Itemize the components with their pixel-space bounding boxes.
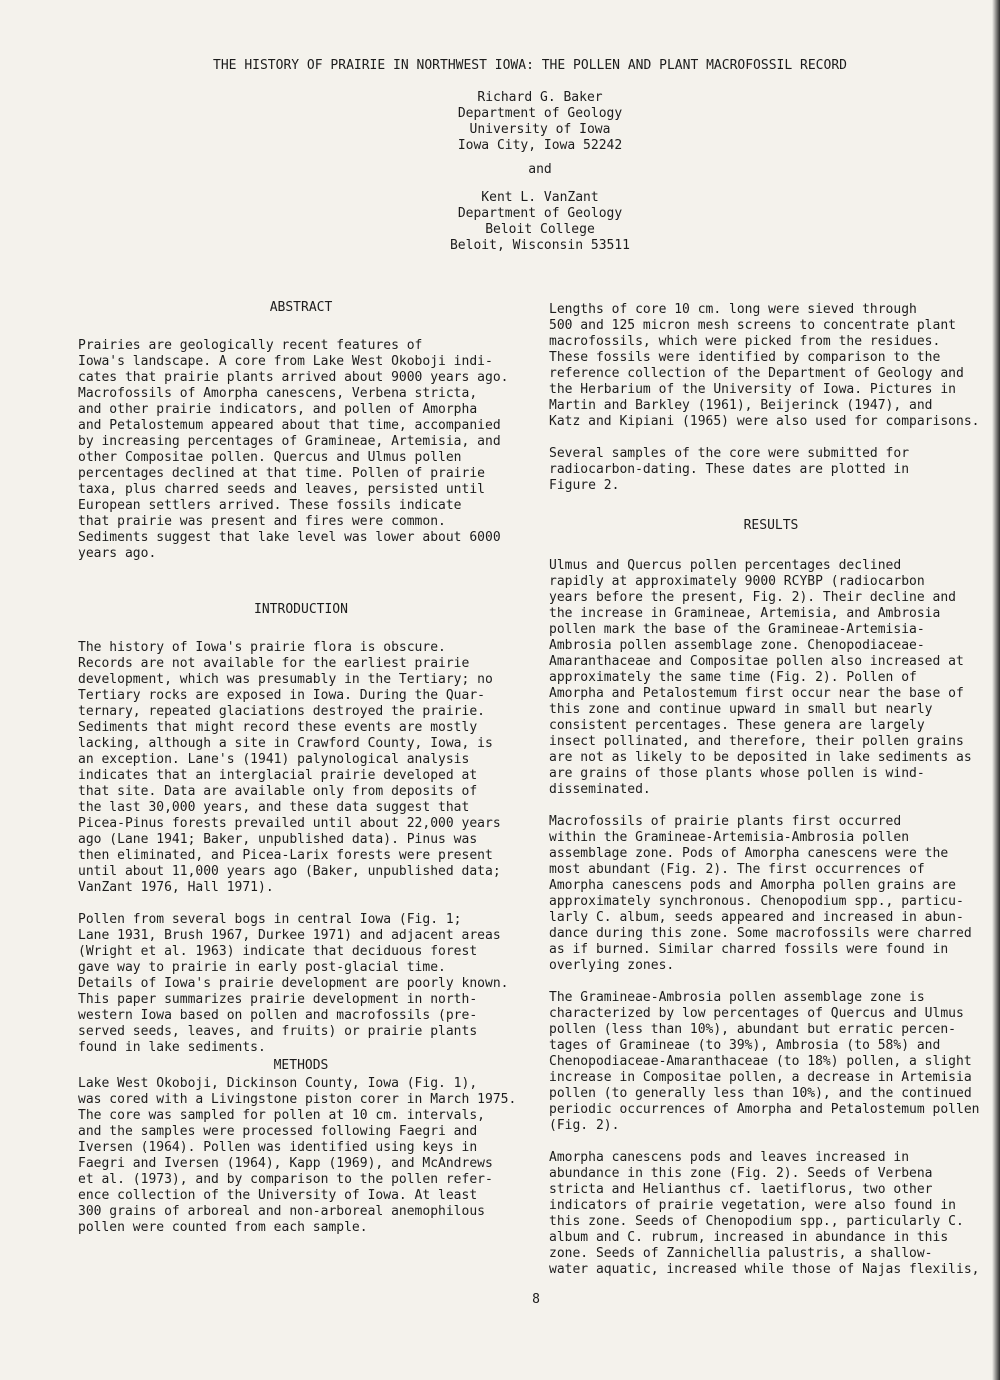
author-1-institution: University of Iowa [469,122,611,137]
author-conjunction: and [528,162,552,177]
introduction-paragraph: Pollen from several bogs in central Iowa (Fig. 1; Lane 1931, Brush 1967, Durkee 1971) and adjacent areas (Wright et al. 1963) indicate that deciduous forest gave way to prairie in early post-glacial time. Details of Iowa's prairie development are poorly known. This paper summarizes prairie development in north- western Iowa based on pollen and macrofossils (pre- served seeds, leaves, and fruits) or prairie plants found in lake sediments. [78,912,509,1055]
author-1-department: Department of Geology [457,106,623,121]
paper-title: THE HISTORY OF PRAIRIE IN NORTHWEST IOWA: THE POLLEN AND PLANT MACROFOSSIL RECORD [213,58,847,73]
results-paragraph: Amorpha canescens pods and leaves increased in abundance in this zone (Fig. 2). Seeds of Verbena stricta and Helianthus cf. laetiflorus, two other indicators of prairie vegetation, were also found in this zone. Seeds of Chenopodium spp., particularly C. album and C. rubrum, increased in abundance in this zone. Seeds of Zannichellia palustris, a shallow- water aquatic, increased while those of Najas flexilis, [549,1150,980,1277]
author-2-department: Department of Geology [457,206,623,221]
right-column [549,302,993,1278]
author-2-institution: Beloit College [485,222,595,237]
left-column [78,300,524,1236]
author-1-address: Iowa City, Iowa 52242 [457,138,623,153]
results-paragraph: The Gramineae-Ambrosia pollen assemblage zone is characterized by low percentages of Quercus and Ulmus pollen (less than 10%), abundant but erratic percen- tages of Gramineae (to 39%), Ambrosia (to 58%) and Chenopodiaceae-Amaranthaceae (to 18%) pollen, a slight increase in Compositae pollen, a decrease in Artemisia pollen (to generally less than 10%), and the continued periodic occurrences of Amorpha and Petalostemum pollen (Fig. 2). [549,990,980,1133]
results-heading: RESULTS [743,518,799,533]
author-2-name: Kent L. VanZant [481,190,599,205]
results-paragraph: Macrofossils of prairie plants first occurred within the Gramineae-Artemisia-Ambrosia pollen assemblage zone. Pods of Amorpha canescens were the most abundant (Fig. 2). The first occurrences of Amorpha canescens pods and Amorpha pollen grains are approximately synchronous. Chenopodium spp., particu- larly C. album, seeds appeared and increased in abun- dance during this zone. Some macrofossils were charred as if burned. Similar charred fossils were found in overlying zones. [549,814,972,973]
author-2-address: Beloit, Wisconsin 53511 [449,238,630,253]
author-block [300,90,780,254]
abstract-heading: ABSTRACT [269,300,333,315]
methods-heading: METHODS [273,1058,329,1073]
methods-paragraph: Lengths of core 10 cm. long were sieved through 500 and 125 micron mesh screens to concentrate plant macrofossils, which were picked from the residues. These fossils were identified by comparison to the reference collection of the Department of Geology and the Herbarium of the University of Iowa. Pictures in Martin and Barkley (1961), Beijerinck (1947), and Katz and Kipiani (1965) were also used for comparisons. [549,302,980,429]
author-1-name: Richard G. Baker [477,90,603,105]
introduction-paragraph: The history of Iowa's prairie flora is obscure. Records are not available for the earliest prairie development, which was presumably in the Tertiary; no Tertiary rocks are exposed in Iowa. During the Quar- ternary, repeated glaciations destroyed the prairie. Sediments that might record these events are mostly lacking, although a site in Crawford County, Iowa, is an exception. Lane's (1941) palynological analysis indicates that an interglacial prairie developed at that site. Data are available only from deposits of the last 30,000 years, and these data suggest that Picea-Pinus forests prevailed until about 22,000 years ago (Lane 1941; Baker, unpublished data). Pinus was then eliminated, and Picea-Larix forests were present until about 11,000 years ago (Baker, unpublished data; VanZant 1976, Hall 1971). [78,640,501,895]
introduction-heading: INTRODUCTION [254,602,348,617]
page-number: 8 [532,1292,540,1307]
methods-paragraph: Several samples of the core were submitted for radiocarbon-dating. These dates are plotted in Figure 2. [549,446,910,493]
methods-paragraph: Lake West Okoboji, Dickinson County, Iowa (Fig. 1), was cored with a Livingstone piston corer in March 1975. The core was sampled for pollen at 10 cm. intervals, and the samples were processed following Faegri and Iversen (1964). Pollen was identified using keys in Faegri and Iversen (1964), Kapp (1969), and McAndrews et al. (1973), and by comparison to the pollen refer- ence collection of the University of Iowa. At least 300 grains of arboreal and non-arboreal anemophilous pollen were counted from each sample. [78,1076,517,1235]
page-edge-shadow [992,0,1000,1380]
results-paragraph: Ulmus and Quercus pollen percentages declined rapidly at approximately 9000 RCYBP (radiocarbon years before the present, Fig. 2). Their decline and the increase in Gramineae, Artemisia, and Ambrosia pollen mark the base of the Gramineae-Artemisia- Ambrosia pollen assemblage zone. Chenopodiaceae- Amaranthaceae and Compositae pollen also increased at approximately the same time (Fig. 2). Pollen of Amorpha and Petalostemum first occur near the base of this zone and continue upward in small but nearly consistent percentages. These genera are largely insect pollinated, and therefore, their pollen grains are not as likely to be deposited in lake sediments as are grains of those plants whose pollen is wind- disseminated. [549,558,972,797]
abstract-text: Prairies are geologically recent features of Iowa's landscape. A core from Lake West Okoboji indi- cates that prairie plants arrived about 9000 years ago. Macrofossils of Amorpha canescens, Verbena stricta, and other prairie indicators, and pollen of Amorpha and Petalostemum appeared about that time, accompanied by increasing percentages of Gramineae, Artemisia, and other Compositae pollen. Quercus and Ulmus pollen percentages declined at that time. Pollen of prairie taxa, plus charred seeds and leaves, persisted until European settlers arrived. These fossils indicate that prairie was present and fires were common. Sediments suggest that lake level was lower about 6000 years ago. [78,338,509,561]
